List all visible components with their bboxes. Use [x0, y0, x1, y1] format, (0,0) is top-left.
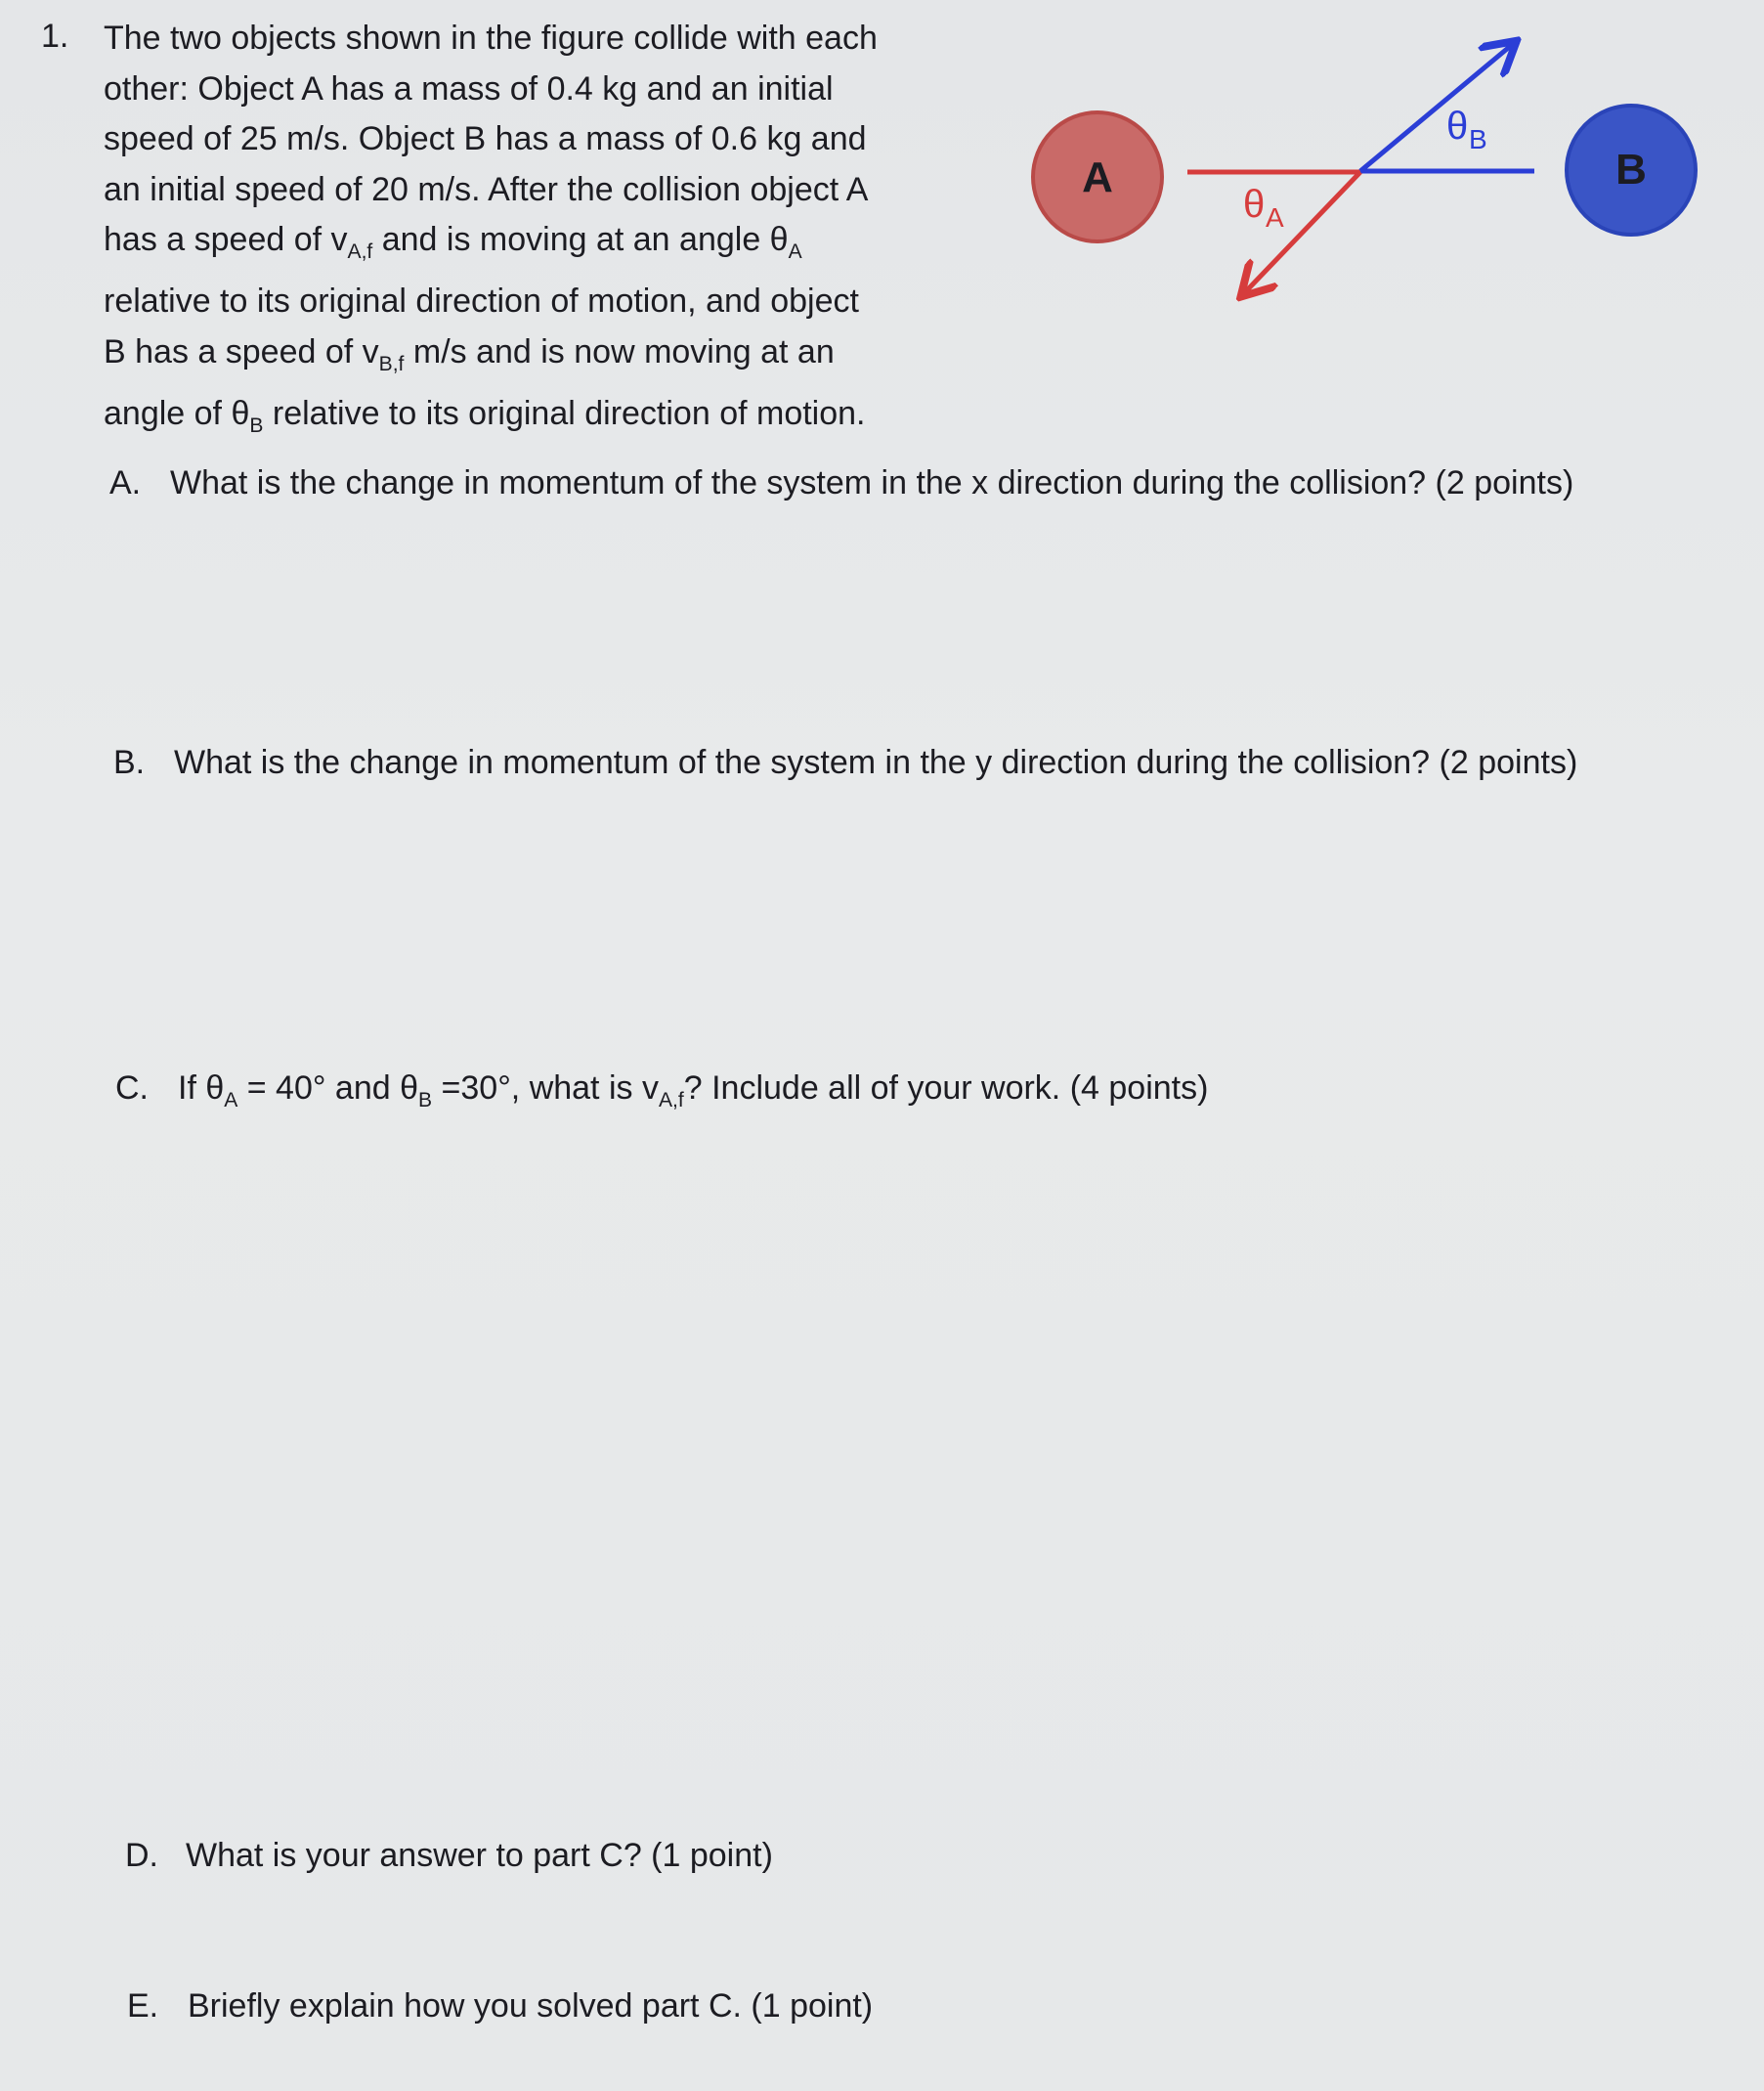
text-segment: B has a speed of v	[104, 332, 379, 370]
text-segment: What is the change in momentum of the system in the y direction during the collision? (2 points)	[174, 744, 1578, 781]
part-d-letter: D.	[125, 1837, 158, 1874]
intro-line	[104, 14, 964, 65]
collision-diagram	[1016, 29, 1720, 323]
part-a-question	[170, 456, 1695, 511]
part-a-letter: A.	[109, 464, 142, 501]
text-segment: The two objects shown in the figure collide with each	[104, 20, 878, 57]
object-b-label: B	[1615, 146, 1647, 194]
text-segment: m/s and is now moving at an	[404, 332, 835, 370]
intro-line	[104, 327, 964, 389]
intro-line	[104, 114, 964, 165]
question-number: 1.	[41, 18, 69, 55]
text-segment: and is moving at an angle θ	[372, 221, 789, 258]
intro-line	[104, 165, 964, 216]
text-segment: relative to its original direction of motion.	[263, 395, 866, 433]
part-e-letter: E.	[127, 1987, 159, 2025]
question-intro	[104, 14, 964, 451]
part-b-question	[174, 735, 1699, 791]
subscript: A,f	[347, 240, 373, 263]
text-segment: =30°, what is v	[432, 1069, 659, 1107]
text-segment: = 40° and θ	[237, 1069, 419, 1107]
part-c-question	[178, 1061, 1702, 1128]
text-segment: ? Include all of your work. (4 points)	[683, 1069, 1209, 1107]
text-segment: speed of 25 m/s. Object B has a mass of 0.6 kg and	[104, 120, 867, 157]
subscript: B,f	[378, 352, 405, 375]
text-segment: Briefly explain how you solved part C. (1 point)	[188, 1987, 874, 2025]
text-segment: If θ	[178, 1069, 225, 1107]
part-e-question	[188, 1979, 1712, 2034]
part-d-question	[186, 1828, 1710, 1884]
subscript: B	[249, 414, 264, 437]
theta-a-symbol: θ	[1243, 183, 1266, 226]
text-segment: angle of θ	[104, 395, 250, 433]
part-c-letter: C.	[115, 1069, 149, 1107]
intro-line	[104, 65, 964, 115]
theta-b-subscript: B	[1469, 124, 1487, 154]
intro-line	[104, 389, 964, 451]
subscript: B	[418, 1088, 433, 1111]
text-segment: What is your answer to part C? (1 point)	[186, 1837, 773, 1874]
theta-a-subscript: A	[1266, 202, 1284, 233]
text-segment: What is the change in momentum of the system in the x direction during the collision? (2 points)	[170, 464, 1574, 501]
theta-b-symbol: θ	[1446, 105, 1469, 148]
intro-line	[104, 277, 964, 327]
collision-figure	[1016, 29, 1720, 323]
subscript: A	[224, 1088, 238, 1111]
part-b-letter: B.	[113, 744, 146, 781]
text-segment: other: Object A has a mass of 0.4 kg and an initial	[104, 69, 834, 108]
final-velocity-b-arrow	[1360, 44, 1513, 171]
text-segment: has a speed of v	[104, 221, 348, 258]
subscript: A	[788, 240, 802, 263]
text-segment: an initial speed of 20 m/s. After the collision object A	[104, 170, 869, 208]
subscript: A,f	[658, 1088, 684, 1111]
intro-line	[104, 215, 964, 277]
text-segment: relative to its original direction of motion, and object	[104, 283, 859, 321]
object-a-label: A	[1082, 153, 1113, 201]
